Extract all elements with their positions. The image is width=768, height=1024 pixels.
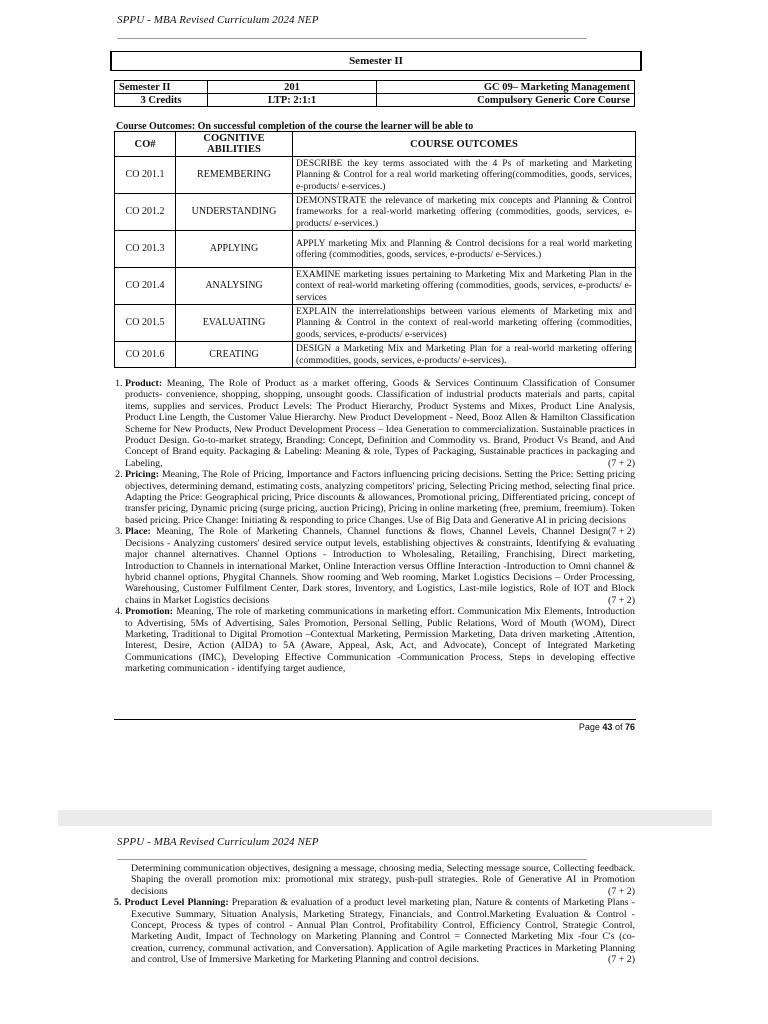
co-ability: ANALYSING (176, 268, 293, 305)
page-total: 76 (624, 722, 635, 732)
co-text: EXAMINE marketing issues pertaining to Marketing Mix and Marketing Plan in the context of real-world marketing offering (commodities, goods, services, e-products/ e-services (293, 268, 636, 305)
page-of: of (614, 722, 623, 732)
co-text: APPLY marketing Mix and Planning & Control decisions for a real world marketing offering (commodities, goods, services, e-products/ e-Services.) (293, 231, 636, 268)
document-page-2 (0, 826, 768, 1024)
unit-continuation (114, 863, 635, 897)
co-ability: EVALUATING (176, 305, 293, 342)
table-row (115, 194, 636, 231)
co-ability: APPLYING (176, 231, 293, 268)
co-ability: REMEMBERING (176, 157, 293, 194)
unit-item (125, 526, 635, 606)
outcomes-intro: Course Outcomes: On successful completion of the course the learner will be able to (116, 121, 474, 132)
unit-text: Meaning, The Role of Product as a market offering, Goods & Services Continuum Classification of Consumer products- convenience, shopping, shopping, unsought goods. Classification of industrial products materials and parts, capital items, supplies and services. Product Levels: The Product Hierarchy, Product Systems and Mixes, Product Line Analysis, Product Line Length, the Customer Value Hierarchy. New Product Development - Need, Booz Allen & Hamilton Classification Scheme for New Products, New Product Development Process – Idea Generation to commercialization. Sustainable practices in Product Design. Go-to-market strategy, Branding: Concept, Definition and Commodity vs. Brand, Product Vs Brand, and And Concept of Brand equity. Packaging & Labeling: Meaning & role, Types of Packaging, Sustainable practices in packaging and Labeling, (125, 378, 636, 469)
running-header: SPPU - MBA Revised Curriculum 2024 NEP (117, 836, 319, 848)
co-number: CO 201.6 (115, 342, 176, 368)
meta-credits: 3 Credits (115, 94, 208, 107)
co-text: DESCRIBE the key terms associated with the 4 Ps of marketing and Marketing Planning & Control for a real world marketing offering(commodities, goods, services, e-products/ e-services.) (293, 157, 636, 194)
meta-course-title: GC 09– Marketing Management (377, 81, 635, 94)
unit-item (114, 897, 635, 965)
table-row (115, 305, 636, 342)
footer-rule (114, 719, 636, 720)
unit-title: Pricing: (125, 469, 160, 481)
syllabus-continuation (114, 863, 635, 966)
syllabus-units (114, 378, 635, 675)
unit-hours: (7 + 2) (608, 457, 635, 469)
unit-hours: (7 + 2) (608, 526, 635, 538)
co-number: CO 201.3 (115, 231, 176, 268)
unit-number: 5. (114, 897, 122, 909)
unit-item (125, 378, 635, 469)
co-number: CO 201.5 (115, 305, 176, 342)
unit-text: Meaning, The role of marketing communications in marketing effort. Communication Mix Elements, Introduction to Advertising, 5Ms of Advertising, Sales Promotion, Personal Selling, Public Relations, Word of Mouth (WOM), Direct Marketing, Traditional to Digital Promotion –Contextual Marketing, Permission Marketing, Data driven marketing ,Attention, Interest, Desire, Action (AIDA) to 5A (Aware, Appeal, Ask, Act, and Advocate), Concept of Integrated Marketing Communications (IMC), Developing Effective Communication -Communication Process, Steps in developing effective marketing communication - identifying target audience, (125, 606, 635, 675)
page-separator (58, 810, 712, 826)
table-row (115, 231, 636, 268)
unit-hours: (7 + 2) (608, 954, 635, 966)
table-row (115, 342, 636, 368)
course-meta-table (114, 80, 635, 107)
page-label: Page (578, 722, 600, 732)
meta-semester: Semester II (115, 81, 208, 94)
unit-title: Product: (125, 378, 163, 389)
meta-course-type: Compulsory Generic Core Course (377, 94, 635, 107)
header-outcomes: COURSE OUTCOMES (293, 132, 636, 157)
unit-text: Meaning, The Role of Marketing Channels, Channel functions & flows, Channel Levels, Channel Design Decisions - Analyzing customers' desired service output levels, establishing objectives & constraints, Identifying & evaluating major channel alternatives. Channel Options - Introduction to Wholesaling, Retailing, Franchising, Direct marketing, Introduction to Channels in international Market, Online Interaction versus Offline Interaction -Introduction to Omni channel & hybrid channel options, Phygital Channels. Show rooming and Web rooming, Market Logistics Decisions – Order Processing, Warehousing, Customer Fulfilment Center, Dark stores, Inventory, and Logistics, Last-mile logistics, Role of IOT and Block chains in Market Logistics decisions (125, 526, 635, 606)
header-co: CO# (115, 132, 176, 157)
semester-box: Semester II (110, 51, 642, 71)
meta-ltp: LTP: 2:1:1 (208, 94, 377, 107)
unit-text: Meaning, The Role of Pricing, Importance and Factors influencing pricing decisions. Setting the Price: Setting pricing objectives, determining demand, estimating costs, analyzing competitors' pricing, Selecting Pricing method, selecting final price. Adapting the Price: Geographical pricing, Price discounts & allowances, Promotional pricing, Differentiated pricing, concept of transfer pricing, Dynamic pricing (surge pricing, auction Pricing), Pricing in online marketing (free, premium, freemium). Token based pricing. Price Change: Initiating & responding to price Changes. Use of Big Data and Generative AI in pricing decisions (125, 469, 636, 526)
co-number: CO 201.4 (115, 268, 176, 305)
unit-hours: (7 + 2) (608, 885, 635, 897)
co-ability: CREATING (176, 342, 293, 368)
unit-hours: (7 + 2) (608, 594, 635, 606)
outcomes-header-row (115, 132, 636, 157)
co-text: EXPLAIN the interrelationships between various elements of Marketing mix and Planning & Control in the context of real-world marketing offering (commodities, goods, services, e-products/ e-services) (293, 305, 636, 342)
page-number (579, 722, 635, 732)
course-outcomes-table (114, 131, 636, 368)
co-text: DEMONSTRATE the relevance of marketing mix concepts and Planning & Control frameworks for a real-world marketing offering (commodities, goods, services, e-products/ e-services.) (293, 194, 636, 231)
header-rule (117, 38, 587, 39)
co-number: CO 201.2 (115, 194, 176, 231)
unit-text: Preparation & evaluation of a product level marketing plan, Nature & contents of Marketing Plans - Executive Summary, Situation Analysis, Marketing Strategy, Financials, and Control.Marketing Evaluation & Control - Concept, Process & types of control - Annual Plan Control, Profitability Control, Efficiency Control, Strategic Control, Marketing Audit, Impact of Technology on Marketing Planning and Control = Connected Marketing Mix -four C's (co-creation, currency, communal activation, and Conversation). Application of Agile marketing Practices in Marketing Planning and control, Use of Immersive Marketing for Marketing Planning and control decisions. (131, 897, 636, 966)
running-header: SPPU - MBA Revised Curriculum 2024 NEP (117, 14, 319, 26)
co-number: CO 201.1 (115, 157, 176, 194)
co-ability: UNDERSTANDING (176, 194, 293, 231)
meta-code: 201 (208, 81, 377, 94)
header-rule (117, 859, 587, 860)
table-row (115, 157, 636, 194)
continuation-text: Determining communication objectives, designing a message, choosing media, Selecting message source, Collecting feedback. Shaping the overall promotion mix: promotional mix strategy, push-pull strategies. Role of Generative AI in Promotion decisions (131, 863, 635, 897)
unit-item (125, 606, 635, 674)
co-text: DESIGN a Marketing Mix and Marketing Plan for a real-world marketing offering (commodities, goods, services, e-products/ e-services). (293, 342, 636, 368)
header-abilities: COGNITIVE ABILITIES (176, 132, 293, 157)
table-row (115, 268, 636, 305)
unit-title: Product Level Planning: (124, 897, 229, 909)
unit-title: Place: (125, 526, 151, 538)
page-current: 43 (602, 722, 613, 732)
unit-title: Promotion: (125, 606, 174, 618)
